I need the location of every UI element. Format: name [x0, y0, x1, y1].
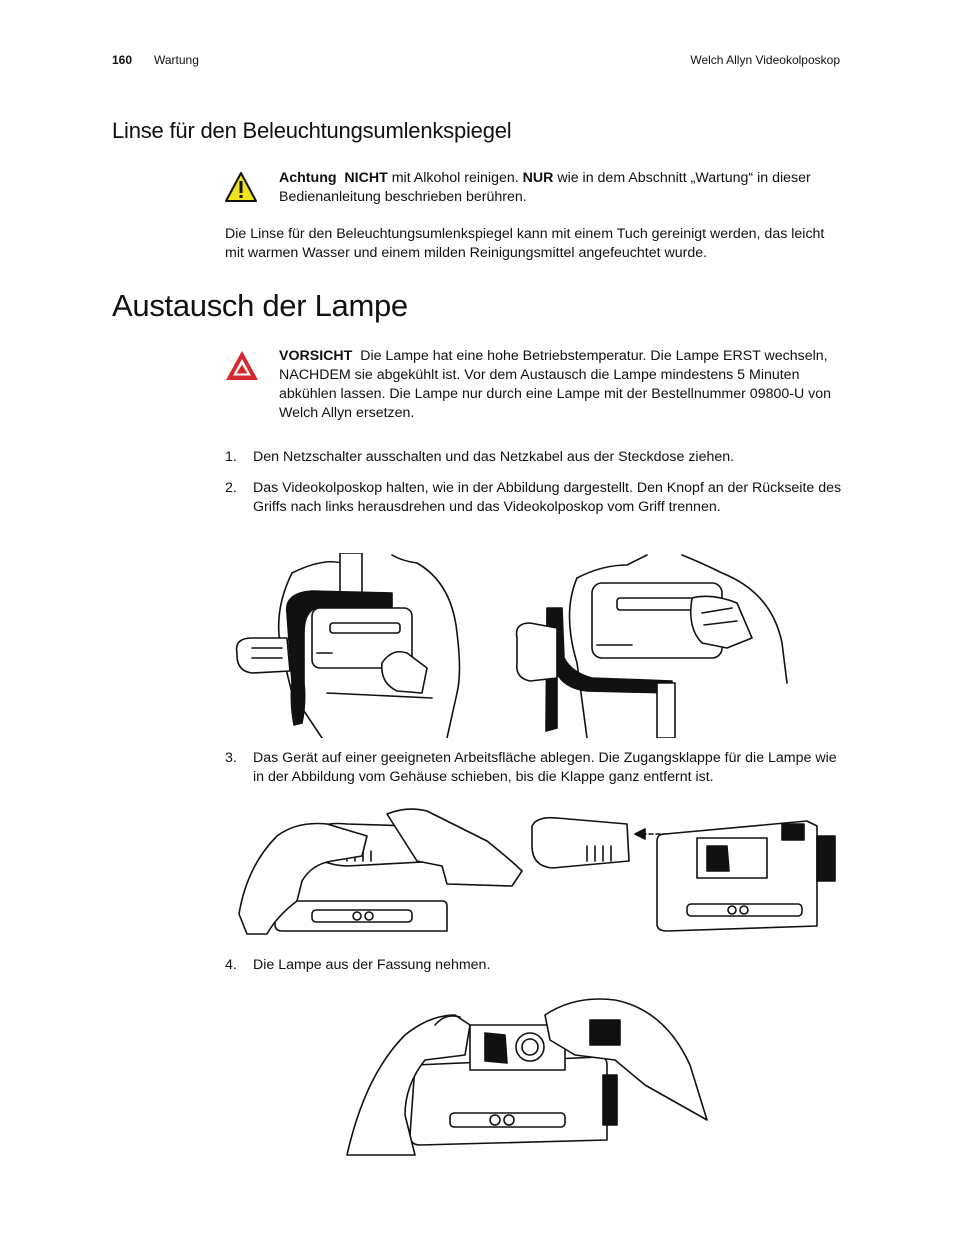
step-text: Das Videokolposkop halten, wie in der Abbildung dargestellt. Den Knopf an der Rückseite des Griffs nach links herausdrehen und das Videokolposkop vom Griff trennen.	[253, 480, 842, 515]
figure-remove-lamp	[345, 995, 710, 1160]
header-section: Wartung	[154, 53, 199, 67]
hazard-triangle-icon	[224, 349, 260, 382]
figure-detach-from-handle	[232, 553, 792, 738]
section-heading-lens: Linse für den Beleuchtungsumlenkspiegel	[112, 118, 512, 143]
step-text: Das Gerät auf einer geeigneten Arbeitsfläche ablegen. Die Zugangsklappe für die Lampe wie in der Abbildung vom Gehäuse schieben, bis die Klappe ganz entfernt ist.	[253, 750, 837, 785]
section-heading-lamp: Austausch der Lampe	[112, 288, 408, 323]
caution-text-2: wie in dem Abschnitt „Wartung“ in dieser Bedienanleitung beschrieben berühren.	[279, 170, 811, 205]
figure-remove-access-door	[237, 806, 837, 941]
step-number: 1.	[225, 449, 237, 465]
caution-word-nicht: NICHT	[344, 170, 388, 186]
step-number: 4.	[225, 957, 237, 973]
step-text: Die Lampe aus der Fassung nehmen.	[253, 957, 491, 973]
caution-triangle-icon	[224, 171, 258, 203]
warning-text: Die Lampe hat eine hohe Betriebstemperatur. Die Lampe ERST wechseln, NACHDEM sie abgekühlt ist. Vor dem Austausch die Lampe mindestens 5 Minuten abkühlen lassen. Die Lampe nur durch eine Lampe mit der Bestellnummer 09800-U von Welch Allyn ersetzen.	[279, 348, 832, 421]
header-doc-title: Welch Allyn Videokolposkop	[690, 53, 840, 67]
warning-label: VORSICHT	[279, 348, 353, 364]
warning-note	[279, 347, 839, 423]
caution-note	[279, 169, 839, 207]
step-number: 3.	[225, 750, 237, 766]
lens-body-text: Die Linse für den Beleuchtungsumlenkspiegel kann mit einem Tuch gereinigt werden, das leicht mit warmen Wasser und einem milden Reinigungsmittel angefeuchtet wurde.	[225, 226, 825, 261]
caution-label: Achtung	[279, 170, 337, 186]
page-number: 160	[112, 53, 133, 67]
step-text: Den Netzschalter ausschalten und das Netzkabel aus der Steckdose ziehen.	[253, 449, 735, 465]
caution-word-nur: NUR	[522, 170, 554, 186]
caution-text-1: mit Alkohol reinigen.	[387, 170, 523, 186]
step-number: 2.	[225, 480, 237, 496]
